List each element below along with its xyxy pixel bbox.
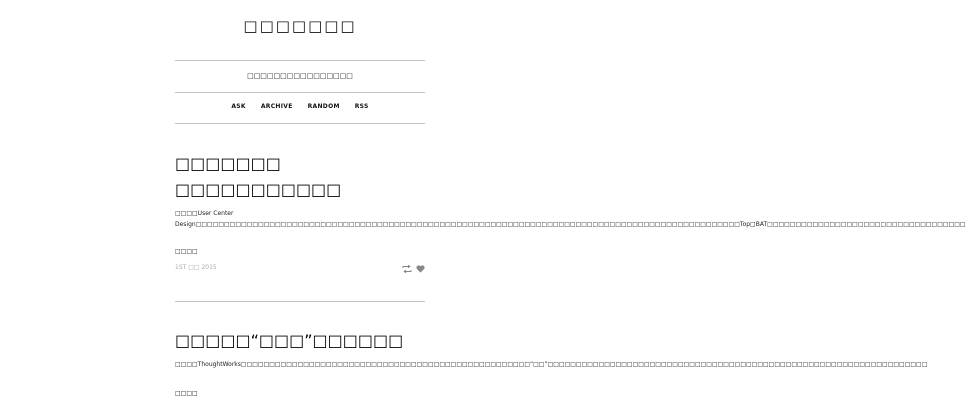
post-excerpt: □□□□ThoughtWorks□□□□□□□□□□□□□□□□□□□□□□□□□□□□□□□□□□□□□□□□□□□□□□□□□□□“□□”□□□□□□□□□□□□□□□□□□□□□□□□□□□□□□□□□□□□□□□□□□□□□□□□□□□□□□□□□□□□□□□□□□□	[175, 361, 928, 368]
site-subtitle: □□□□□□□□□□□□□□□□	[247, 72, 353, 80]
post-title-line: □□□□□□□	[175, 154, 281, 173]
nav-link-rss[interactable]: RSS	[354, 103, 369, 110]
divider	[175, 123, 425, 124]
nav-link-random[interactable]: RANDOM	[307, 103, 340, 110]
divider	[175, 60, 425, 61]
main-nav	[175, 103, 425, 110]
divider	[175, 301, 425, 302]
post-date[interactable]: 1ST □□ 2015	[175, 264, 217, 271]
post-actions	[402, 265, 425, 273]
site-title[interactable]: □□□□□□□	[243, 17, 357, 35]
read-more-link[interactable]: □□□□	[175, 390, 198, 397]
nav-link-ask[interactable]: ASK	[231, 103, 246, 110]
divider	[175, 92, 425, 93]
post-title[interactable]	[175, 151, 425, 203]
nav-link-archive[interactable]: ARCHIVE	[260, 103, 293, 110]
post-title-line: □□□□□□□□□□□	[175, 180, 342, 199]
post-excerpt: □□□□User Center Design□□□□□□□□□□□□□□□□□□□□□□□□□□□□□□□□□□□□□□□□□□□□□□□□□□□□□□□□□□□□□□□□□□□□□□□□□□□□□□□□□□□□□□□□□□□□□□□□Top□BAT□□□□□□□□□□□□□□□□□□□□□□□□□□□□□□□□□□□	[175, 210, 966, 228]
heart-icon[interactable]	[416, 265, 425, 273]
reblog-icon[interactable]	[402, 265, 412, 273]
post-title[interactable]: □□□□□“□□□”□□□□□□	[175, 331, 404, 350]
read-more-link[interactable]: □□□□	[175, 248, 198, 255]
